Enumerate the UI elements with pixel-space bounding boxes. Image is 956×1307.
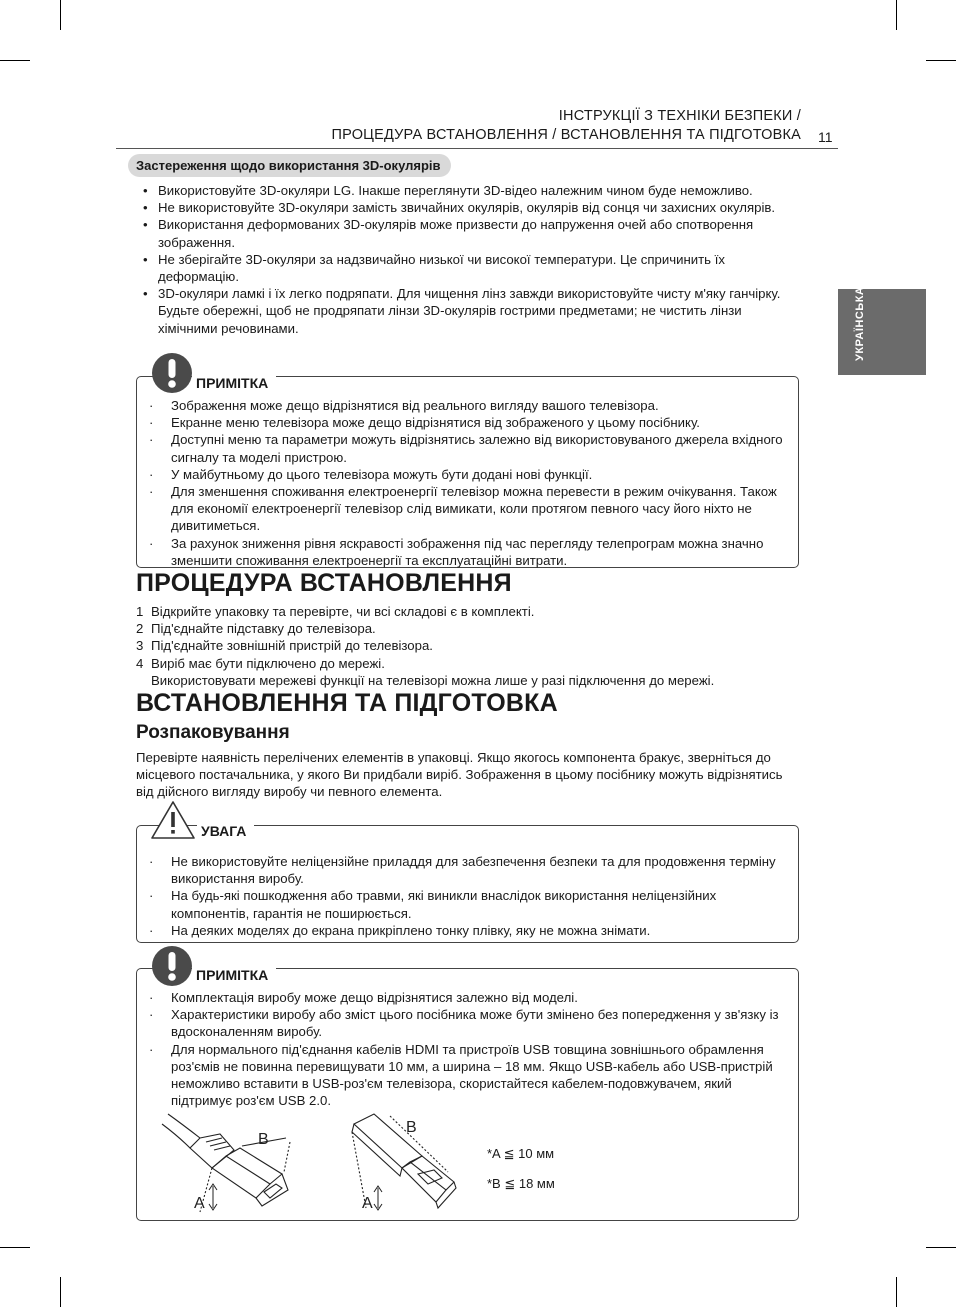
unpacking-heading: Розпаковування xyxy=(136,722,290,743)
crop-mark xyxy=(926,1247,956,1248)
list-item: · За рахунок зниження рівня яскравості зображення під час перегляду телепрограм можна значно зменшити споживання електроенергії та експлуатаційні витрати. xyxy=(136,535,786,569)
header-line-1: ІНСТРУКЦІЇ З ТЕХНІКИ БЕЗПЕКИ / xyxy=(558,108,801,124)
caution-list xyxy=(136,853,786,939)
list-item: · Зображення може дещо відрізнятися від реального вигляду вашого телевізора. xyxy=(136,397,786,414)
step-text: Виріб має бути підключено до мережі. xyxy=(151,655,385,671)
exclamation-icon xyxy=(151,352,193,394)
glasses-section-title: Застереження щодо використання 3D-окулярів xyxy=(128,154,451,177)
step-item xyxy=(136,603,796,620)
usb-stick-illustration xyxy=(350,1112,460,1212)
list-item: • Використання деформованих 3D-окулярів може призвести до напруження очей або спотворення зображення. xyxy=(136,216,796,250)
list-item: · Не використовуйте неліцензійне приладдя для забезпечення безпеки та для продовження терміну використання виробу. xyxy=(136,853,786,887)
note-list xyxy=(136,989,786,1109)
list-item: · Для зменшення споживання електроенергії телевізор можна перевести в режим очікування. Також для економії електроенергії телевізор слід вимикати, коли протягом певного часу його ніхто не дивитиметься. xyxy=(136,483,786,535)
header-line-2: ПРОЦЕДУРА ВСТАНОВЛЕННЯ / ВСТАНОВЛЕННЯ ТА ПІДГОТОВКА xyxy=(331,127,801,143)
glasses-list xyxy=(136,182,796,337)
hdmi-connector-illustration xyxy=(160,1112,310,1214)
list-item: · На деяких моделях до екрана прикріплено тонку плівку, яку не можна знімати. xyxy=(136,922,786,939)
crop-mark xyxy=(60,1277,61,1307)
list-item: · Екранне меню телевізора може дещо відрізнятися від зображеного у цьому посібнику. xyxy=(136,414,786,431)
unpacking-paragraph: Перевірте наявність перелічених елементів в упаковці. Якщо якогось компонента бракує, зверніться до місцевого постачальника, у якого Ви придбали виріб. Зображення в цьому посібнику можуть відрізнятись від дійсного вигляду виробу чи певного елемента. xyxy=(136,750,783,800)
step-item xyxy=(136,655,796,672)
list-item: • Не використовуйте 3D-окуляри замість звичайних окулярів, окулярів від сонця чи захисних окулярів. xyxy=(136,199,796,216)
list-item: · Комплектація виробу може дещо відрізнятися залежно від моделі. xyxy=(136,989,786,1006)
crop-mark xyxy=(60,0,61,30)
list-item: • 3D-окуляри ламкі і їх легко подряпати. Для чищення лінз завжди використовуйте чисту м'яку ганчірку. Будьте обережні, щоб не продряпати лінзи 3D-окулярів гострими предметами; не чистить лінзи хімічними речовинами. xyxy=(136,285,796,337)
spec-a-text: *A ≦ 10 мм xyxy=(487,1146,555,1161)
crop-mark xyxy=(896,0,897,30)
step-item xyxy=(136,637,796,654)
step-number: 2 xyxy=(136,621,144,637)
step-text: Відкрийте упаковку та перевірте, чи всі складові є в комплекті. xyxy=(151,604,535,619)
list-item: · Доступні меню та параметри можуть відрізнятись залежно від використовуваного джерела вхідного сигналу та моделі пристрою. xyxy=(136,431,786,465)
page-number: 11 xyxy=(818,129,833,145)
language-tab-label: УКРАЇНСЬКА xyxy=(854,286,866,361)
crop-mark xyxy=(0,60,30,61)
crop-mark xyxy=(926,60,956,61)
header-divider xyxy=(116,148,838,149)
list-item: • Не зберігайте 3D-окуляри за надзвичайно низької чи високої температури. Це спричинить їх деформацію. xyxy=(136,251,796,285)
procedure-heading: ПРОЦЕДУРА ВСТАНОВЛЕННЯ xyxy=(136,569,512,597)
step-text: Використовувати мережеві функції на телевізорі можна лише у разі підключення до мережі. xyxy=(151,672,715,688)
list-item: · Характеристики виробу або зміст цього посібника може бути змінено без попередження у зв'язку із вдосконаленням виробу. xyxy=(136,1006,786,1040)
note-list xyxy=(136,397,786,569)
step-text: Під'єднайте підставку до телевізора. xyxy=(151,621,376,637)
label-b: B xyxy=(406,1119,417,1136)
caution-title: УВАГА xyxy=(197,823,254,839)
language-tab xyxy=(838,286,926,375)
step-number: 4 xyxy=(136,655,144,671)
note-title: ПРИМІТКА xyxy=(192,375,276,391)
install-heading: ВСТАНОВЛЕННЯ ТА ПІДГОТОВКА xyxy=(136,689,558,717)
step-note xyxy=(136,672,796,689)
label-a: A xyxy=(362,1195,373,1212)
crop-mark xyxy=(896,1277,897,1307)
step-text: Під'єднайте зовнішній пристрій до телевізора. xyxy=(151,638,433,654)
exclamation-icon xyxy=(151,945,193,987)
label-b: B xyxy=(258,1131,269,1148)
list-item: • Використовуйте 3D-окуляри LG. Інакше переглянути 3D-відео належним чином буде неможливо. xyxy=(136,182,796,199)
list-item: · На будь-які пошкодження або травми, які виникли внаслідок використання неліцензійних компонентів, гарантія не поширюється. xyxy=(136,887,786,921)
step-item xyxy=(136,620,796,637)
warning-icon xyxy=(150,800,196,840)
crop-mark xyxy=(0,1247,30,1248)
step-number: 3 xyxy=(136,638,144,654)
note-title: ПРИМІТКА xyxy=(192,967,276,983)
procedure-steps xyxy=(136,603,796,689)
list-item: · Для нормального під'єднання кабелів HDMI та пристроїв USB товщина зовнішнього обрамлення роз'ємів не повинна перевищувати 10 мм, а ширина – 18 мм. Якщо USB-кабель або USB-пристрій неможливо вставити в USB-роз'єм телевізора, скористайтеся кабелем-подовжувачем, який підтримує роз'єм USB 2.0. xyxy=(136,1041,786,1110)
spec-b-text: *B ≦ 18 мм xyxy=(487,1176,555,1191)
label-a: A xyxy=(194,1195,205,1212)
list-item: · У майбутньому до цього телевізора можуть бути додані нові функції. xyxy=(136,466,786,483)
step-number: 1 xyxy=(136,604,144,619)
